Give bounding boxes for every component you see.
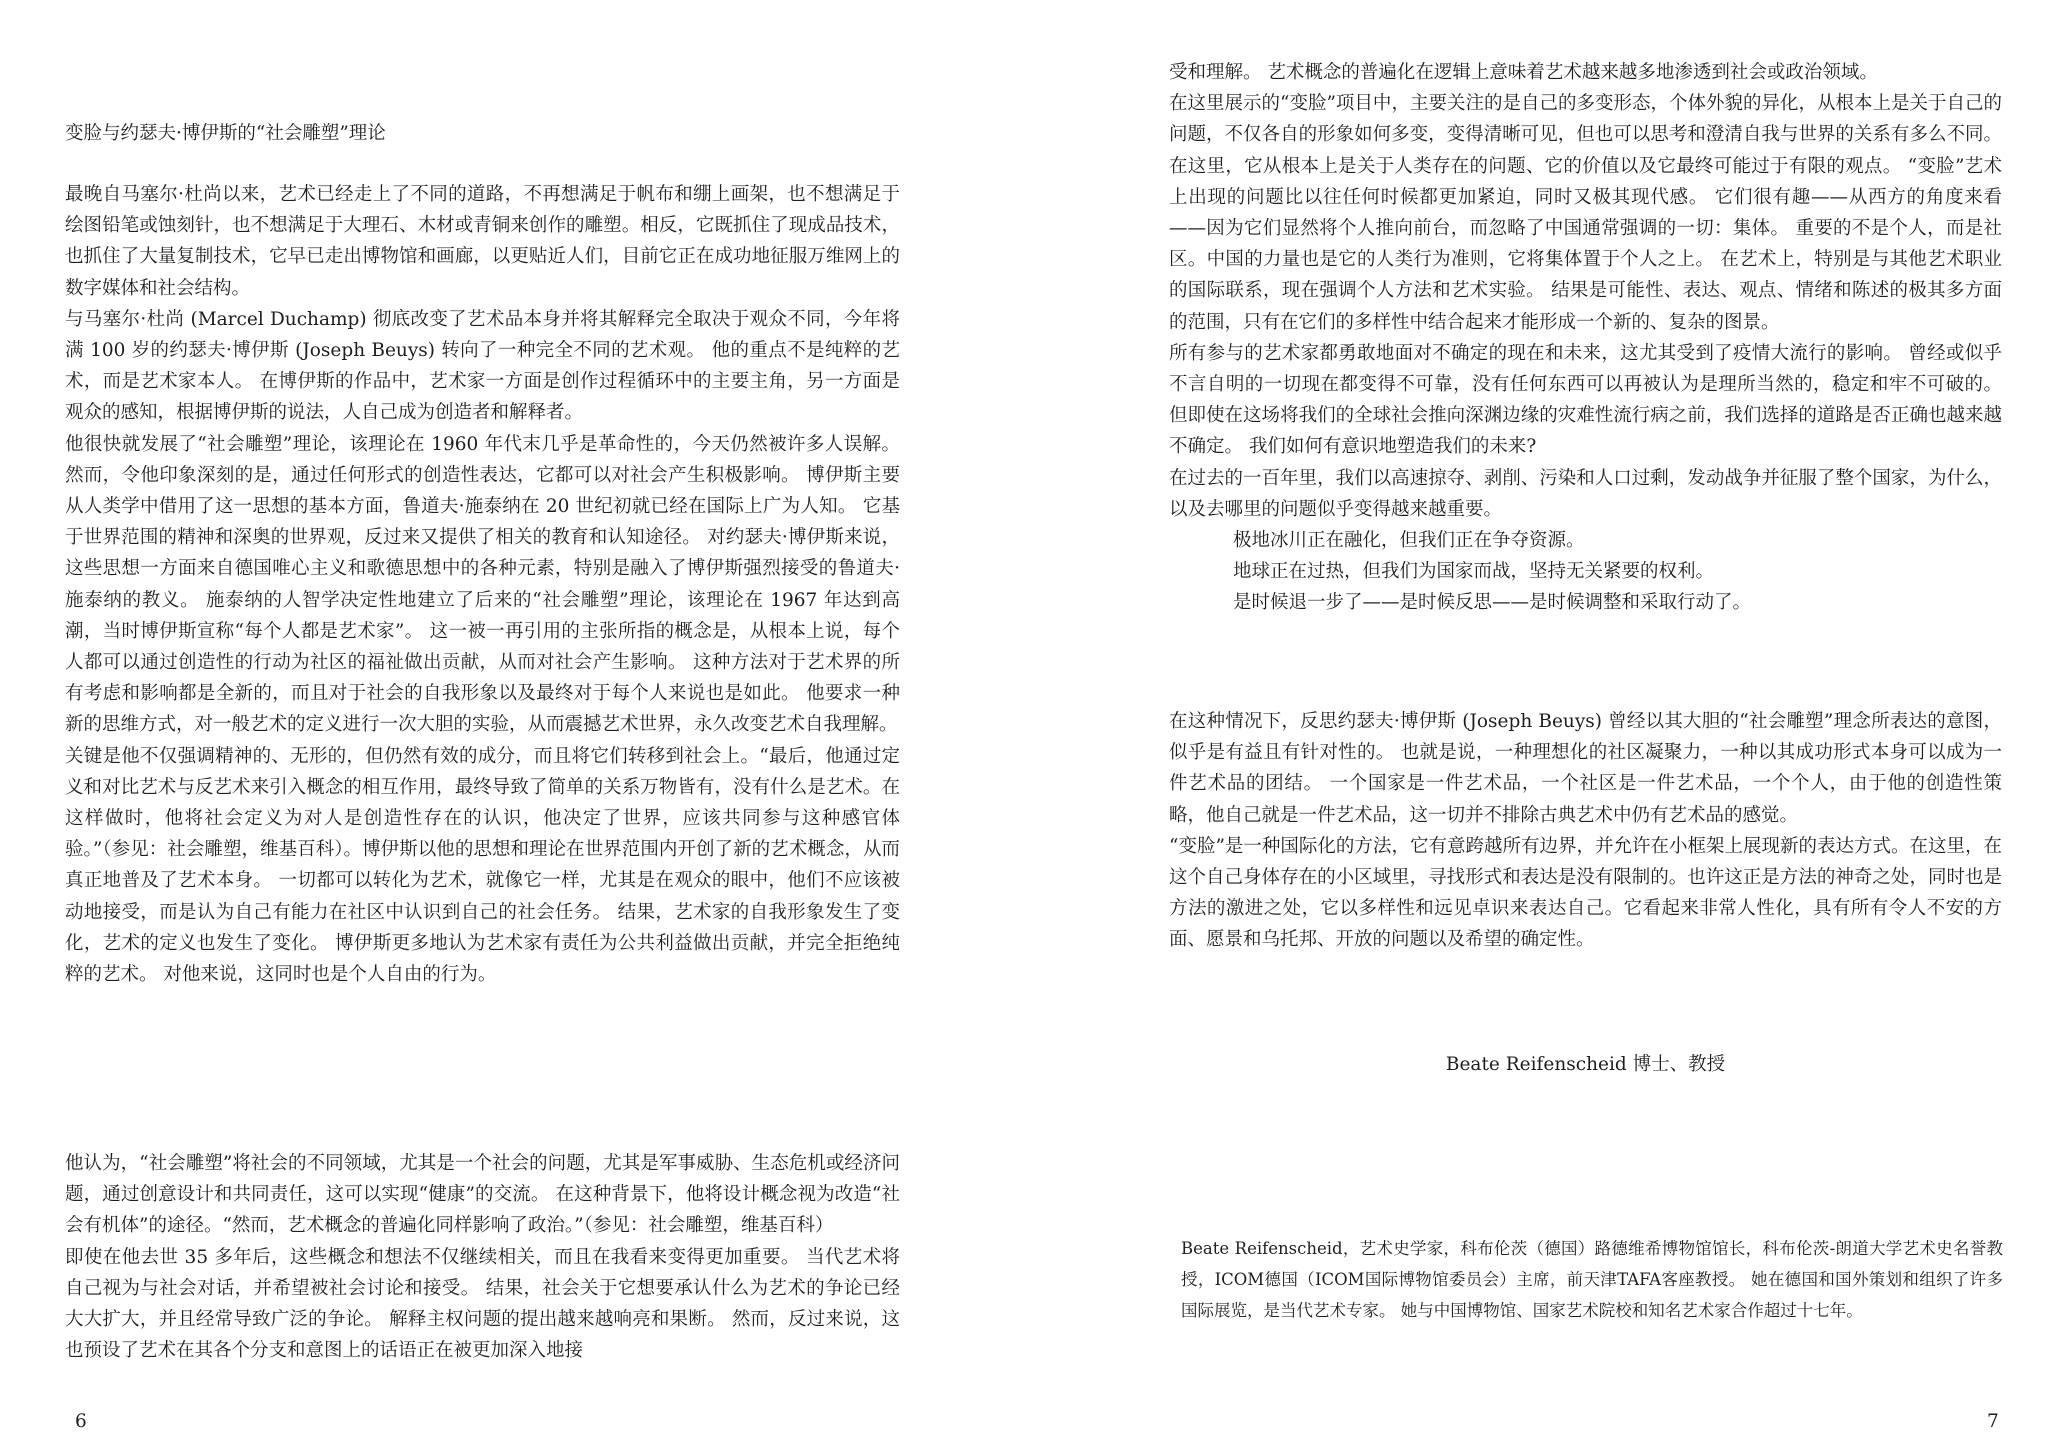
left-body-block-1 <box>65 179 900 990</box>
paragraph: “变脸”是一种国际化的方法，它有意跨越所有边界，并允许在小框架上展现新的表达方式。在这里，在这个自己身体存在的小区域里，寻找形式和表达是没有限制的。也许这正是方法的神奇之处，同时也是方法的激进之处，它以多样性和远见卓识来表达自己。它看起来非常人性化，具有所有令人不安的方面、愿景和乌托邦、开放的问题以及希望的确定性。 <box>1169 835 2002 951</box>
paragraph: 他很快就发展了“社会雕塑”理论，该理论在 1960 年代末几乎是革命性的，今天仍然被许多人误解。 然而，令他印象深刻的是，通过任何形式的创造性表达，它都可以对社会产生积极影响。 博伊斯主要从人类学中借用了这一思想的基本方面，鲁道夫·施泰纳在 20 世纪初就已经在国际上广为人知。 它基于世界范围的精神和深奥的世界观，反过来又提供了相关的教育和认知途径。 对约瑟夫·博伊斯来说，这些思想一方面来自德国唯心主义和歌德思想中的各种元素，特别是融入了博伊斯强烈接受的鲁道夫·施泰纳的教义。 施泰纳的人智学决定性地建立了后来的“社会雕塑”理论，该理论在 1967 年达到高潮，当时博伊斯宣称“每个人都是艺术家”。 这一被一再引用的主张所指的概念是，从根本上说，每个人都可以通过创造性的行动为社区的福祉做出贡献，从而对社会产生影响。 这种方法对于艺术界的所有考虑和影响都是全新的，而且对于社会的自我形象以及最终对于每个人来说也是如此。 他要求一种新的思维方式，对一般艺术的定义进行一次大胆的实验，从而震撼艺术世界，永久改变艺术自我理解。 <box>65 433 900 736</box>
page-number-left: 6 <box>75 1411 87 1432</box>
paragraph: 在过去的一百年里，我们以高速掠夺、剥削、污染和人口过剩，发动战争并征服了整个国家，为什么，以及去哪里的问题似乎变得越来越重要。 <box>1169 467 2002 520</box>
quote-line: 极地冰川正在融化，但我们正在争夺资源。 <box>1233 530 1585 552</box>
paragraph: 他认为，“社会雕塑”将社会的不同领域，尤其是一个社会的问题，尤其是军事威胁、生态危机或经济问题，通过创意设计和共同责任，这可以实现“健康”的交流。 在这种背景下，他将设计概念视为改造“社会有机体”的途径。“然而，艺术概念的普遍化同样影响了政治。”（参见：社会雕塑，维基百科） <box>65 1153 900 1237</box>
paragraph: 在这种情况下，反思约瑟夫·博伊斯 (Joseph Beuys) 曾经以其大胆的“社会雕塑”理念所表达的意图，似乎是有益且有针对性的。 也就是说，一种理想化的社区凝聚力，一种以其成功形式本身可以成为一件艺术品的团结。 一个国家是一件艺术品，一个社区是一件艺术品，一个个人，由于他的创造性策略，他自己就是一件艺术品，这一切并不排除古典艺术中仍有艺术品的感觉。 <box>1169 711 2002 826</box>
paragraph: 在这里展示的“变脸”项目中，主要关注的是自己的多变形态，个体外貌的异化，从根本上是关于自己的问题，不仅各自的形象如何多变，变得清晰可见，但也可以思考和澄清自我与世界的关系有多么不同。 在这里，它从根本上是关于人类存在的问题、它的价值以及它最终可能过于有限的观点。 “变脸”艺术上出现的问题比以往任何时候都更加紧迫，同时又极其现代感。 它们很有趣——从西方的角度来看——因为它们显然将个人推向前台，而忽略了中国通常强调的一切：集体。 重要的不是个人，而是社区。中国的力量也是它的人类行为准则，它将集体置于个人之上。 在艺术上，特别是与其他艺术职业的国际联系，现在强调个人方法和艺术实验。 结果是可能性、表达、观点、情绪和陈述的极其多方面的范围，只有在它们的多样性中结合起来才能形成一个新的、复杂的图景。 <box>1169 93 2002 333</box>
right-page <box>1024 0 2048 1449</box>
paragraph: 受和理解。 艺术概念的普遍化在逻辑上意味着艺术越来越多地渗透到社会或政治领域。 <box>1169 62 1878 83</box>
paragraph: 关键是他不仅强调精神的、无形的，但仍然有效的成分，而且将它们转移到社会上。“最后，他通过定义和对比艺术与反艺术来引入概念的相互作用，最终导致了简单的关系万物皆有，没有什么是艺术。在这样做时，他将社会定义为对人是创造性存在的认识，他决定了世界，应该共同参与这种感官体验。”（参见：社会雕塑，维基百科）。博伊斯以他的思想和理论在世界范围内开创了新的艺术概念，从而真正地普及了艺术本身。 一切都可以转化为艺术，就像它一样，尤其是在观众的眼中，他们不应该被动地接受，而是认为自己有能力在社区中认识到自己的社会任务。 结果，艺术家的自我形象发生了变化，艺术的定义也发生了变化。 博伊斯更多地认为艺术家有责任为公共利益做出贡献，并完全拒绝纯粹的艺术。 对他来说，这同时也是个人自由的行为。 <box>65 745 900 986</box>
paragraph: 最晚自马塞尔·杜尚以来，艺术已经走上了不同的道路，不再想满足于帆布和绷上画架，也不想满足于绘图铅笔或蚀刻针，也不想满足于大理石、木材或青铜来创作的雕塑。相反，它既抓住了现成品技术，也抓住了大量复制技术，它早已走出博物馆和画廊，以更贴近人们，目前它正在成功地征服万维网上的数字媒体和社会结构。 <box>65 184 900 299</box>
paragraph: 与马塞尔·杜尚 (Marcel Duchamp) 彻底改变了艺术品本身并将其解释完全取决于观众不同，今年将满 100 岁的约瑟夫·博伊斯 (Joseph Beuys) 转向了一种完全不同的艺术观。 他的重点不是纯粹的艺术，而是艺术家本人。 在博伊斯的作品中，艺术家一方面是创作过程循环中的主要主角，另一方面是观众的感知，根据博伊斯的说法，人自己成为创造者和解释者。 <box>65 308 900 424</box>
paragraph: 所有参与的艺术家都勇敢地面对不确定的现在和未来，这尤其受到了疫情大流行的影响。 曾经或似乎不言自明的一切现在都变得不可靠，没有任何东西可以再被认为是理所当然的，稳定和牢不可破的。 但即使在这场将我们的全球社会推向深渊边缘的灾难性流行病之前，我们选择的道路是否正确也越来越不确定。 我们如何有意识地塑造我们的未来? <box>1169 342 2002 458</box>
page-number-right: 7 <box>1987 1411 1999 1432</box>
right-body-block-1 <box>1169 57 2002 619</box>
left-body-block-2 <box>65 1148 900 1366</box>
article-title: 变脸与约瑟夫·博伊斯的“社会雕塑”理论 <box>65 123 386 144</box>
quote-line: 是时候退一步了——是时候反思——是时候调整和采取行动了。 <box>1233 592 1752 614</box>
paragraph: 即使在他去世 35 多年后，这些概念和想法不仅继续相关，而且在我看来变得更加重要。 当代艺术将自己视为与社会对话，并希望被社会讨论和接受。 结果，社会关于它想要承认什么为艺术的争论已经大大扩大，并且经常导致广泛的争论。 解释主权问题的提出越来越响亮和果断。 然而，反过来说，这也预设了艺术在其各个分支和意图上的话语正在被更加深入地接 <box>65 1246 900 1362</box>
quote-line: 地球正在过热，但我们为国家而战，坚持无关紧要的权利。 <box>1233 561 1715 583</box>
author-signature: Beate Reifenscheid 博士、教授 <box>1445 1054 1726 1075</box>
right-body-block-2 <box>1169 706 2002 956</box>
author-bio: Beate Reifenscheid，艺术史学家，科布伦茨（德国）路德维希博物馆馆长，科布伦茨-朗道大学艺术史名誉教授，ICOM德国（ICOM国际博物馆委员会）主席，前天津TAFA客座教授。 她在德国和国外策划和组织了许多国际展览，是当代艺术专家。 她与中国博物馆、国家艺术院校和知名艺术家合作超过十七年。 <box>1181 1239 2003 1320</box>
